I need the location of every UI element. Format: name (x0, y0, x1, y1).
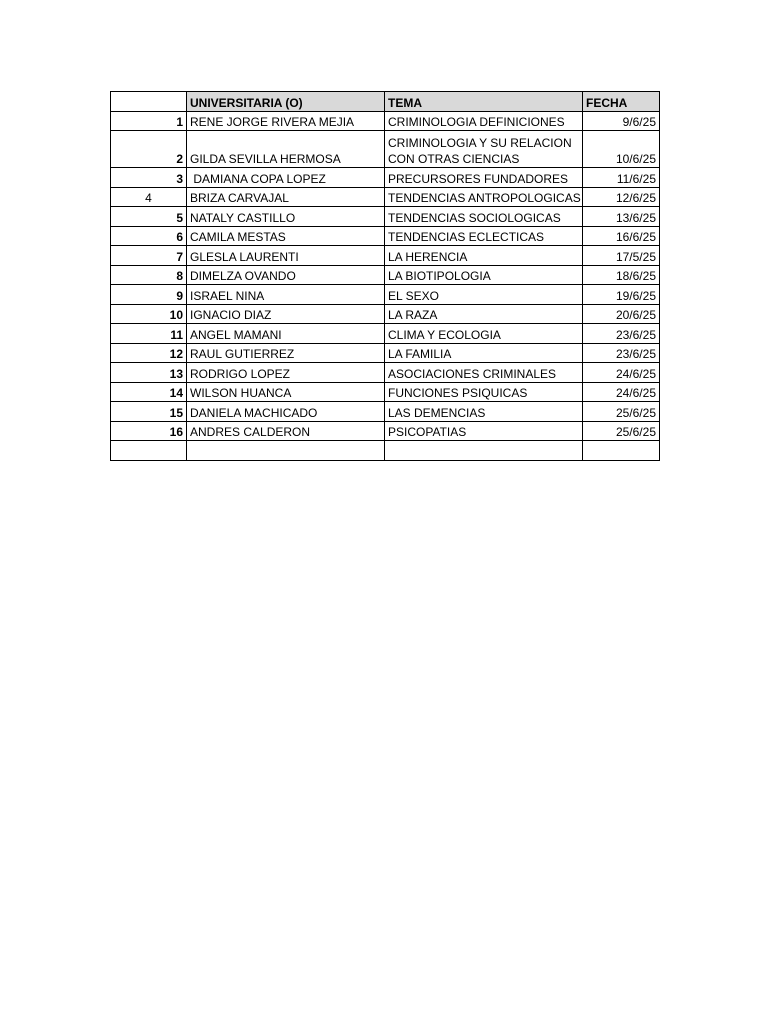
date: 18/6/25 (583, 265, 660, 285)
date: 9/6/25 (583, 111, 660, 131)
table-row (111, 111, 660, 131)
date: 20/6/25 (583, 304, 660, 324)
header-row (111, 92, 660, 112)
table-row (111, 187, 660, 207)
row-number: 13 (111, 363, 187, 383)
schedule-sheet (110, 91, 659, 461)
row-number: 15 (111, 402, 187, 422)
header-universitaria: UNIVERSITARIA (O) (187, 92, 385, 112)
row-number: 1 (111, 111, 187, 131)
topic: LA FAMILIA (385, 343, 583, 363)
student-name: DANIELA MACHICADO (187, 402, 385, 422)
table-row (111, 421, 660, 441)
date: 24/6/25 (583, 382, 660, 402)
student-name: WILSON HUANCA (187, 382, 385, 402)
topic: CRIMINOLOGIA Y SU RELACION CON OTRAS CIENCIAS (385, 131, 583, 168)
topic: PSICOPATIAS (385, 421, 583, 441)
row-number: 6 (111, 226, 187, 246)
date: 23/6/25 (583, 324, 660, 344)
date: 16/6/25 (583, 226, 660, 246)
topic: LA HERENCIA (385, 246, 583, 266)
empty-row (111, 441, 660, 461)
table-row (111, 382, 660, 402)
row-number: 16 (111, 421, 187, 441)
student-name: IGNACIO DIAZ (187, 304, 385, 324)
topic: PRECURSORES FUNDADORES (385, 168, 583, 188)
schedule-table (110, 91, 660, 461)
row-number: 3 (111, 168, 187, 188)
student-name: CAMILA MESTAS (187, 226, 385, 246)
student-name: ANGEL MAMANI (187, 324, 385, 344)
date: 17/5/25 (583, 246, 660, 266)
student-name: GLESLA LAURENTI (187, 246, 385, 266)
row-number: 11 (111, 324, 187, 344)
row-number: 7 (111, 246, 187, 266)
date: 10/6/25 (583, 131, 660, 168)
topic: LA RAZA (385, 304, 583, 324)
table-row (111, 363, 660, 383)
student-name: ANDRES CALDERON (187, 421, 385, 441)
student-name: RAUL GUTIERREZ (187, 343, 385, 363)
topic: CRIMINOLOGIA DEFINICIONES (385, 111, 583, 131)
row-number: 9 (111, 285, 187, 305)
date: 11/6/25 (583, 168, 660, 188)
date: 24/6/25 (583, 363, 660, 383)
empty-cell (583, 441, 660, 461)
topic: TENDENCIAS SOCIOLOGICAS (385, 207, 583, 227)
topic: LA BIOTIPOLOGIA (385, 265, 583, 285)
date: 25/6/25 (583, 421, 660, 441)
student-name: DIMELZA OVANDO (187, 265, 385, 285)
empty-cell (385, 441, 583, 461)
table-row (111, 207, 660, 227)
student-name: RENE JORGE RIVERA MEJIA (187, 111, 385, 131)
row-number: 12 (111, 343, 187, 363)
header-number (111, 92, 187, 112)
student-name: GILDA SEVILLA HERMOSA (187, 131, 385, 168)
topic: ASOCIACIONES CRIMINALES (385, 363, 583, 383)
date: 25/6/25 (583, 402, 660, 422)
row-number: 2 (111, 131, 187, 168)
student-name: RODRIGO LOPEZ (187, 363, 385, 383)
header-tema: TEMA (385, 92, 583, 112)
table-row (111, 285, 660, 305)
row-number: 10 (111, 304, 187, 324)
table-row (111, 304, 660, 324)
row-number: 4 (111, 187, 187, 207)
topic: TENDENCIAS ECLECTICAS (385, 226, 583, 246)
row-number: 14 (111, 382, 187, 402)
row-number: 5 (111, 207, 187, 227)
topic: FUNCIONES PSIQUICAS (385, 382, 583, 402)
topic: EL SEXO (385, 285, 583, 305)
date: 13/6/25 (583, 207, 660, 227)
row-number: 8 (111, 265, 187, 285)
table-row (111, 265, 660, 285)
header-fecha: FECHA (583, 92, 660, 112)
date: 12/6/25 (583, 187, 660, 207)
table-row (111, 343, 660, 363)
student-name: NATALY CASTILLO (187, 207, 385, 227)
table-row (111, 226, 660, 246)
student-name: DAMIANA COPA LOPEZ (187, 168, 385, 188)
topic: LAS DEMENCIAS (385, 402, 583, 422)
table-row (111, 131, 660, 168)
student-name: ISRAEL NINA (187, 285, 385, 305)
empty-cell (187, 441, 385, 461)
table-row (111, 402, 660, 422)
student-name: BRIZA CARVAJAL (187, 187, 385, 207)
empty-cell (111, 441, 187, 461)
date: 19/6/25 (583, 285, 660, 305)
date: 23/6/25 (583, 343, 660, 363)
topic: TENDENCIAS ANTROPOLOGICAS (385, 187, 583, 207)
topic: CLIMA Y ECOLOGIA (385, 324, 583, 344)
table-row (111, 324, 660, 344)
table-row (111, 246, 660, 266)
table-row (111, 168, 660, 188)
